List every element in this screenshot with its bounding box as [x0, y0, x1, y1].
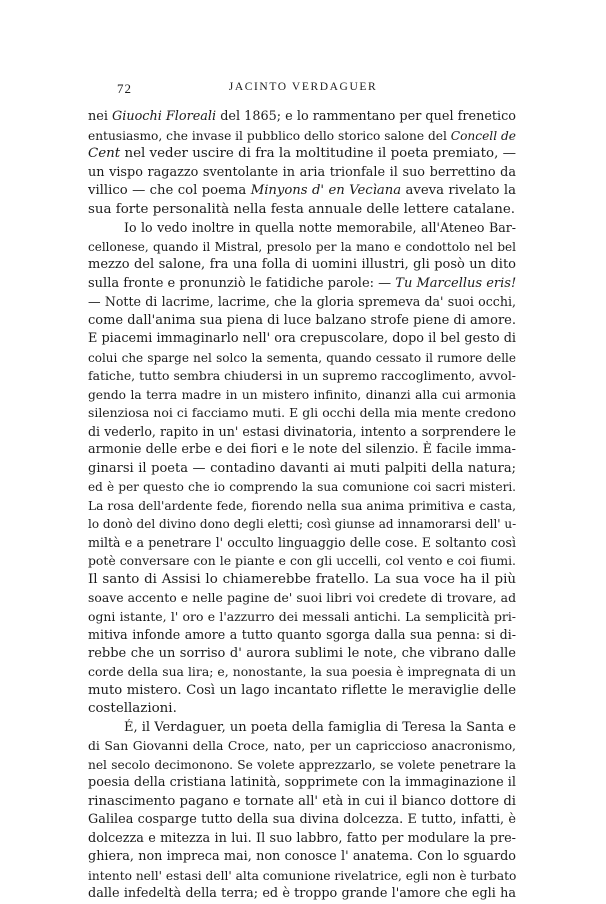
text-line: di San Giovanni della Croce, nato, per un capriccioso anacronismo, — [88, 738, 516, 753]
text-line: mezzo del salone, fra una folla di uomini illustri, gli posò un dito — [88, 257, 516, 272]
text-line: nei Giuochi Floreali del 1865; e lo rammentano per quel frenetico — [88, 109, 516, 124]
text-line: É, il Verdaguer, un poeta della famiglia di Teresa la Santa e — [124, 719, 516, 735]
text-line: — Notte di lacrime, lacrime, che la gloria spremeva da' suoi occhi, — [88, 294, 516, 309]
body-text — [88, 108, 516, 904]
text-line: sua forte personalità nella festa annuale delle lettere catalane. — [88, 201, 516, 217]
text-line: corde della sua lira; e, nonostante, la sua poesia è impregnata di un — [88, 664, 516, 679]
text-line: Cent nel veder uscire di fra la moltitudine il poeta premiato, — — [88, 146, 516, 161]
text-line: gendo la terra madre in un mistero infinito, dinanzi alla cui armonia — [88, 387, 516, 402]
text-line: entusiasmo, che invase il pubblico dello storico salone del Concell de — [88, 128, 516, 143]
text-line: nel secolo decimonono. Se volete apprezzarlo, se volete penetrare la — [88, 757, 516, 772]
text-line: ghiera, non impreca mai, non conosce l' anatema. Con lo sguardo — [88, 849, 516, 864]
text-line: cellonese, quando il Mistral, presolo per la mano e condottolo nel bel — [88, 239, 516, 254]
text-line: costellazioni. — [88, 701, 177, 716]
text-line: rinascimento pagano e tornate all' età in cui il bianco dottore di — [88, 793, 516, 809]
page-header — [0, 81, 606, 97]
text-line: intento nell' estasi dell' alta comunione rivelatrice, egli non è turbato — [88, 868, 516, 883]
text-line: lo donò del divino dono degli eletti; così giunse ad innamorarsi dell' u- — [88, 517, 516, 531]
text-line: un vispo ragazzo sventolante in aria trionfale il suo berrettino da — [88, 164, 516, 180]
text-line: ed è per questo che io comprendo la sua comunione coi sacri misteri. — [88, 480, 516, 494]
text-line: dolcezza e mitezza in lui. Il suo labbro, fatto per modulare la pre- — [88, 830, 516, 846]
text-line: sulla fronte e pronunziò le fatidiche parole: — Tu Marcellus eris! — [88, 275, 516, 291]
text-line: Il santo di Assisi lo chiamerebbe fratello. La sua voce ha il più — [88, 571, 516, 587]
text-line: silenziosa noi ci facciamo muti. E gli occhi della mia mente credono — [88, 405, 516, 420]
text-line: soave accento e nelle pagine de' suoi libri voi credete di trovare, ad — [88, 590, 516, 605]
text-line: di vederlo, rapito in un' estasi divinatoria, intento a sorprendere le — [88, 423, 516, 439]
text-line: miltà e a penetrare l' occulto linguaggio delle cose. E soltanto così — [88, 534, 516, 550]
page-number: 72 — [117, 81, 132, 96]
text-line: villico — che col poema Minyons d' en Vecìana aveva rivelato la — [88, 183, 516, 198]
text-line: ginarsi il poeta — contadino davanti ai muti palpiti della natura; — [88, 460, 516, 476]
text-line: armonie delle erbe e dei fiori e le note del silenzio. È facile imma- — [88, 442, 516, 457]
text-line: mitiva infonde amore a tutto quanto sgorga dalla sua penna: si di- — [88, 627, 516, 642]
text-line: fatiche, tutto sembra chiudersi in un supremo raccoglimento, avvol- — [88, 368, 516, 383]
text-line: dalle infedeltà della terra; ed è troppo grande l'amore che egli ha — [88, 886, 516, 901]
text-line: E piacemi immaginarlo nell' ora crepuscolare, dopo il bel gesto di — [88, 331, 516, 346]
running-title: JACINTO VERDAGUER — [228, 81, 378, 93]
text-line: ogni istante, l' oro e l'azzurro dei messali antichi. La semplicità pri- — [88, 608, 516, 624]
text-line: rebbe che un sorriso d' aurora sublimi le note, che vibrano dalle — [88, 645, 516, 661]
text-line: poesia della cristiana latinità, sopprimete con la immaginazione il — [88, 775, 516, 790]
text-line: Io lo vedo inoltre in quella notte memorabile, all'Ateneo Bar- — [124, 220, 516, 235]
text-line: Galilea cosparge tutto della sua divina dolcezza. E tutto, infatti, è — [88, 812, 516, 827]
text-line: muto mistero. Così un lago incantato riflette le meraviglie delle — [88, 682, 516, 698]
text-line: colui che sparge nel solco la sementa, quando cessato il rumore delle — [88, 350, 516, 365]
text-line: La rosa dell'ardente fede, fiorendo nella sua anima primitiva e casta, — [88, 498, 516, 513]
text-line: come dall'anima sua piena di luce balzano strofe piene di amore. — [88, 312, 516, 328]
text-line: potè conversare con le piante e con gli uccelli, col vento e coi fiumi. — [88, 553, 516, 568]
